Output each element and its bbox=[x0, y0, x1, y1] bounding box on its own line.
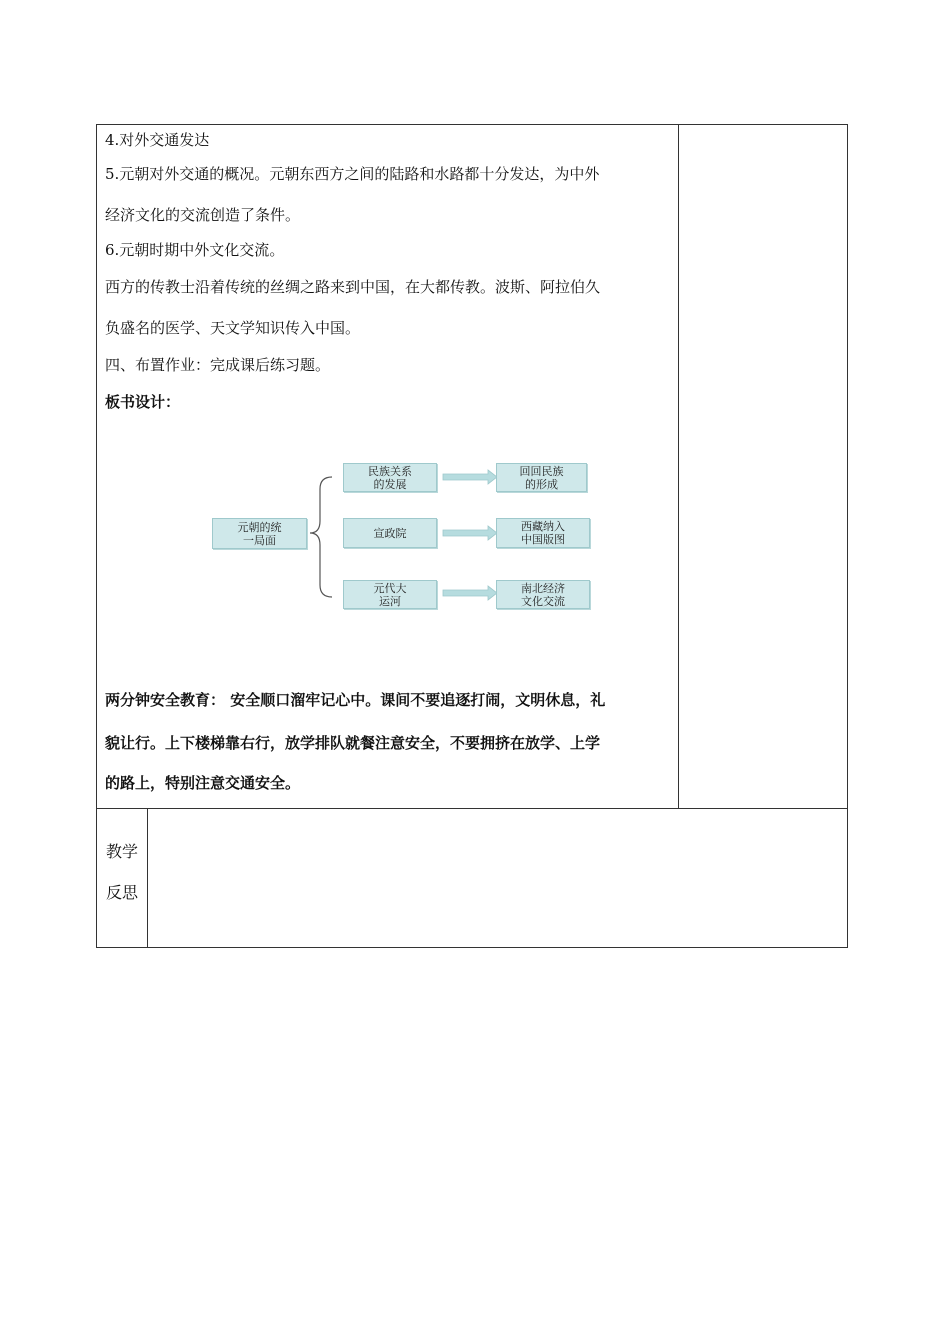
content-line-6-detail-cont: 负盛名的医学、天文学知识传入中国。 bbox=[105, 319, 361, 337]
branch-1-right-text-1: 回回民族 bbox=[519, 464, 564, 478]
content-line-6: 6.元朝时期中外文化交流。 bbox=[105, 241, 285, 259]
homework-line: 四、布置作业：完成课后练习题。 bbox=[105, 356, 331, 374]
branch-3-left-box bbox=[343, 580, 437, 609]
reflection-label-divider bbox=[147, 808, 148, 948]
content-line-5: 5.元朝对外交通的概况。元朝东西方之间的陆路和水路都十分发达，为中外 bbox=[105, 165, 600, 183]
reflection-label-2: 反思 bbox=[106, 883, 139, 902]
branch-2-left-box bbox=[343, 518, 437, 548]
branch-1-right-box bbox=[496, 463, 587, 492]
arrow-2 bbox=[443, 526, 497, 540]
branch-3-right-text-1: 南北经济 bbox=[521, 581, 565, 595]
reflection-label-1: 教学 bbox=[106, 842, 139, 861]
root-text-1: 元朝的统 bbox=[237, 520, 282, 534]
root-bracket bbox=[310, 477, 332, 597]
content-line-6-detail: 西方的传教士沿着传统的丝绸之路来到中国，在大都传教。波斯、阿拉伯久 bbox=[105, 278, 601, 296]
arrow-1 bbox=[443, 470, 497, 484]
branch-3-right-text-2: 文化交流 bbox=[521, 594, 565, 608]
branch-1-right-text-2: 的形成 bbox=[525, 477, 558, 491]
branch-1-left-text-1: 民族关系 bbox=[368, 464, 412, 478]
content-line-4: 4.对外交通发达 bbox=[105, 131, 210, 149]
branch-2-left-text: 宣政院 bbox=[373, 526, 407, 540]
branch-3-left-text-1: 元代大 bbox=[373, 581, 407, 595]
branch-1-left-box bbox=[343, 463, 437, 492]
branch-2-right-box bbox=[496, 518, 590, 548]
branch-2-right-text-1: 西藏纳入 bbox=[521, 520, 565, 533]
branch-1-left-text-2: 的发展 bbox=[373, 477, 407, 491]
branch-2-right-text-2: 中国版图 bbox=[521, 533, 565, 546]
safety-line-3: 的路上，特别注意交通安全。 bbox=[105, 774, 301, 792]
safety-line-1: 两分钟安全教育： 安全顺口溜牢记心中。课间不要追逐打闹，文明休息，礼 bbox=[105, 691, 606, 709]
root-box bbox=[212, 518, 307, 549]
safety-line-2: 貌让行。上下楼梯靠右行，放学排队就餐注意安全，不要拥挤在放学、上学 bbox=[105, 734, 601, 752]
content-line-5-cont: 经济文化的交流创造了条件。 bbox=[105, 206, 301, 224]
board-diagram bbox=[200, 455, 610, 620]
branch-3-right-box bbox=[496, 580, 590, 609]
right-column-divider bbox=[678, 124, 679, 809]
arrow-3 bbox=[443, 586, 497, 600]
board-design-heading: 板书设计： bbox=[105, 393, 181, 411]
root-text-2: 一局面 bbox=[243, 533, 276, 547]
branch-3-left-text-2: 运河 bbox=[379, 594, 401, 608]
reflection-row-divider bbox=[96, 808, 848, 809]
